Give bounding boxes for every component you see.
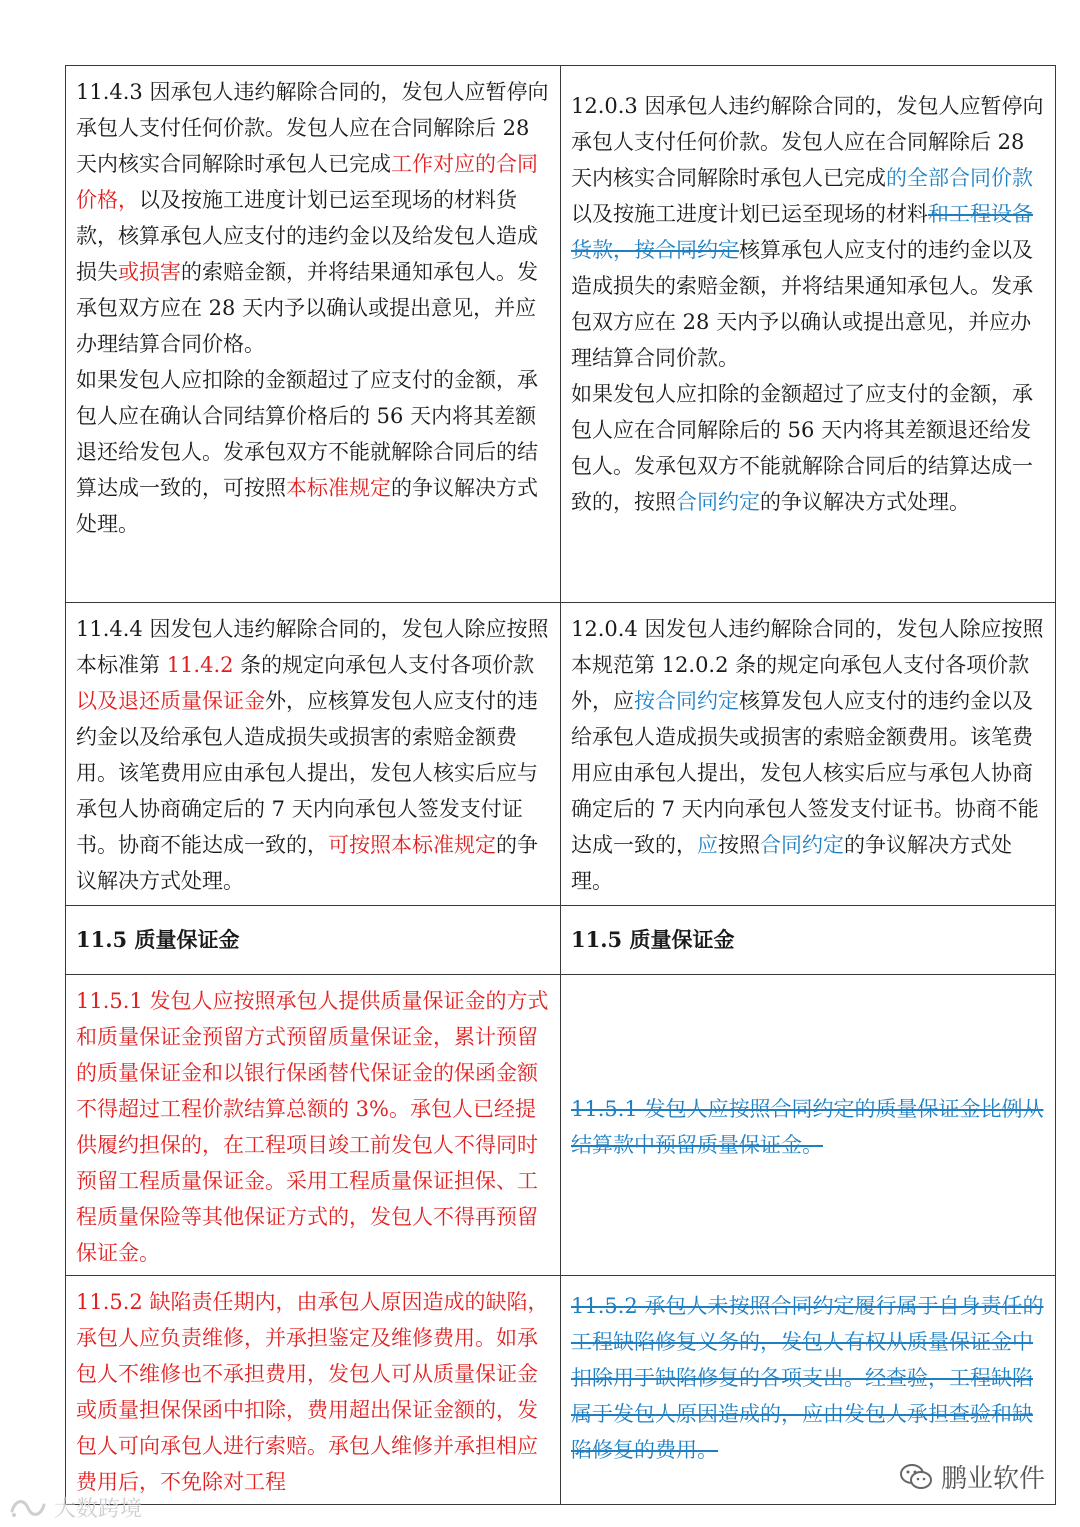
clause-12-0-3-cell: [561, 66, 1056, 603]
watermark-left: [8, 1492, 142, 1523]
table-row: [66, 66, 1056, 603]
comparison-table: [65, 65, 1056, 1505]
wechat-icon: [899, 1462, 933, 1492]
clause-11-4-3-para-2: 如果发包人应扣除的金额超过了应支付的金额，承包人应在确认合同结算价格后的 56 天内将其差额退还给发包人。发承包双方不能就解除合同后的结算达成一致的，可按照本标准规定的争议解决方式处理。: [76, 368, 538, 536]
table-row: [66, 975, 1056, 1276]
clause-12-0-4-cell: 12.0.4 因发包人违约解除合同的，发包人除应按照本规范第 12.0.2 条的规定向承包人支付各项价款外，应按合同约定核算发包人应支付的违约金以及给承包人造成损失或损害的索赔金额费用。该笔费用应由承包人提出，发包人核实后应与承包人协商确定后的 7 天内向承包人签发支付证书。协商不能达成一致的，应按照合同约定的争议解决方式处理。: [561, 603, 1056, 906]
clause-12-0-3-para-1: 12.0.3 因承包人违约解除合同的，发包人应暂停向承包人支付任何价款。发包人应在合同解除后 28 天内核实合同解除时承包人已完成的全部合同价款以及按施工进度计划已运至现场的材料和工程设备货款，按合同约定核算承包人应支付的违约金以及造成损失的索赔金额，并将结果通知承包人。发承包双方应在 28 天内予以确认或提出意见，并应办理结算合同价款。: [571, 94, 1044, 370]
watermark-right-text: 鹏业软件: [940, 1464, 1045, 1494]
watermark-right: [899, 1458, 1045, 1495]
table-row: [66, 906, 1056, 975]
clause-11-4-3-para-1: 11.4.3 因承包人违约解除合同的，发包人应暂停向承包人支付任何价款。发包人应在合同解除后 28 天内核实合同解除时承包人已完成工作对应的合同价格，以及按施工进度计划已运至现场的材料货款，核算承包人应支付的违约金以及给发包人造成损失或损害的索赔金额，并将结果通知承包人。发承包双方应在 28 天内予以确认或提出意见，并应办理结算合同价格。: [76, 80, 549, 356]
clause-11-5-1-right-text: 11.5.1 发包人应按照合同约定的质量保证金比例从结算款中预留质量保证金。: [571, 1097, 1044, 1157]
clause-11-4-3-cell: [66, 66, 561, 603]
clause-11-5-2-left-cell: 11.5.2 缺陷责任期内，由承包人原因造成的缺陷，承包人应负责维修，并承担鉴定及维修费用。如承包人不维修也不承担费用，发包人可从质量保证金或质量担保保函中扣除，费用超出保证金额的，发包人可向承包人进行索赔。承包人维修并承担相应费用后，不免除对工程: [66, 1276, 561, 1505]
section-heading-right: 11.5 质量保证金: [561, 906, 1056, 975]
section-heading-left: 11.5 质量保证金: [66, 906, 561, 975]
clause-11-5-2-right-text: 11.5.2 承包人未按照合同约定履行属于自身责任的工程缺陷修复义务的，发包人有权从质量保证金中扣除用于缺陷修复的各项支出。经查验，工程缺陷属于发包人原因造成的，应由发包人承担查验和缺陷修复的费用。: [571, 1294, 1044, 1462]
clause-11-5-1-right-cell: [561, 975, 1056, 1276]
brand-logo-icon: [8, 1495, 48, 1521]
clause-11-5-1-left-cell: 11.5.1 发包人应按照承包人提供质量保证金的方式和质量保证金预留方式预留质量保证金，累计预留的质量保证金和以银行保函替代保证金的保函金额不得超过工程价款结算总额的 3%。承包人已经提供履约担保的，在工程项目竣工前发包人不得同时预留工程质量保证金。采用工程质量保证担保、工程质量保险等其他保证方式的，发包人不得再预留保证金。: [66, 975, 561, 1276]
clause-12-0-3-para-2: 如果发包人应扣除的金额超过了应支付的金额，承包人应在合同解除后的 56 天内将其差额退还给发包人。发承包双方不能就解除合同后的结算达成一致的，按照合同约定的争议解决方式处理。: [571, 382, 1033, 514]
clause-11-4-4-cell: 11.4.4 因发包人违约解除合同的，发包人除应按照本标准第 11.4.2 条的规定向承包人支付各项价款以及退还质量保证金外，应核算发包人应支付的违约金以及给承包人造成损失或损害的索赔金额费用。该笔费用应由承包人提出，发包人核实后应与承包人协商确定后的 7 天内向承包人签发支付证书。协商不能达成一致的，可按照本标准规定的争议解决方式处理。: [66, 603, 561, 906]
watermark-left-text: 大数跨境: [54, 1497, 143, 1522]
table-row: [66, 603, 1056, 906]
